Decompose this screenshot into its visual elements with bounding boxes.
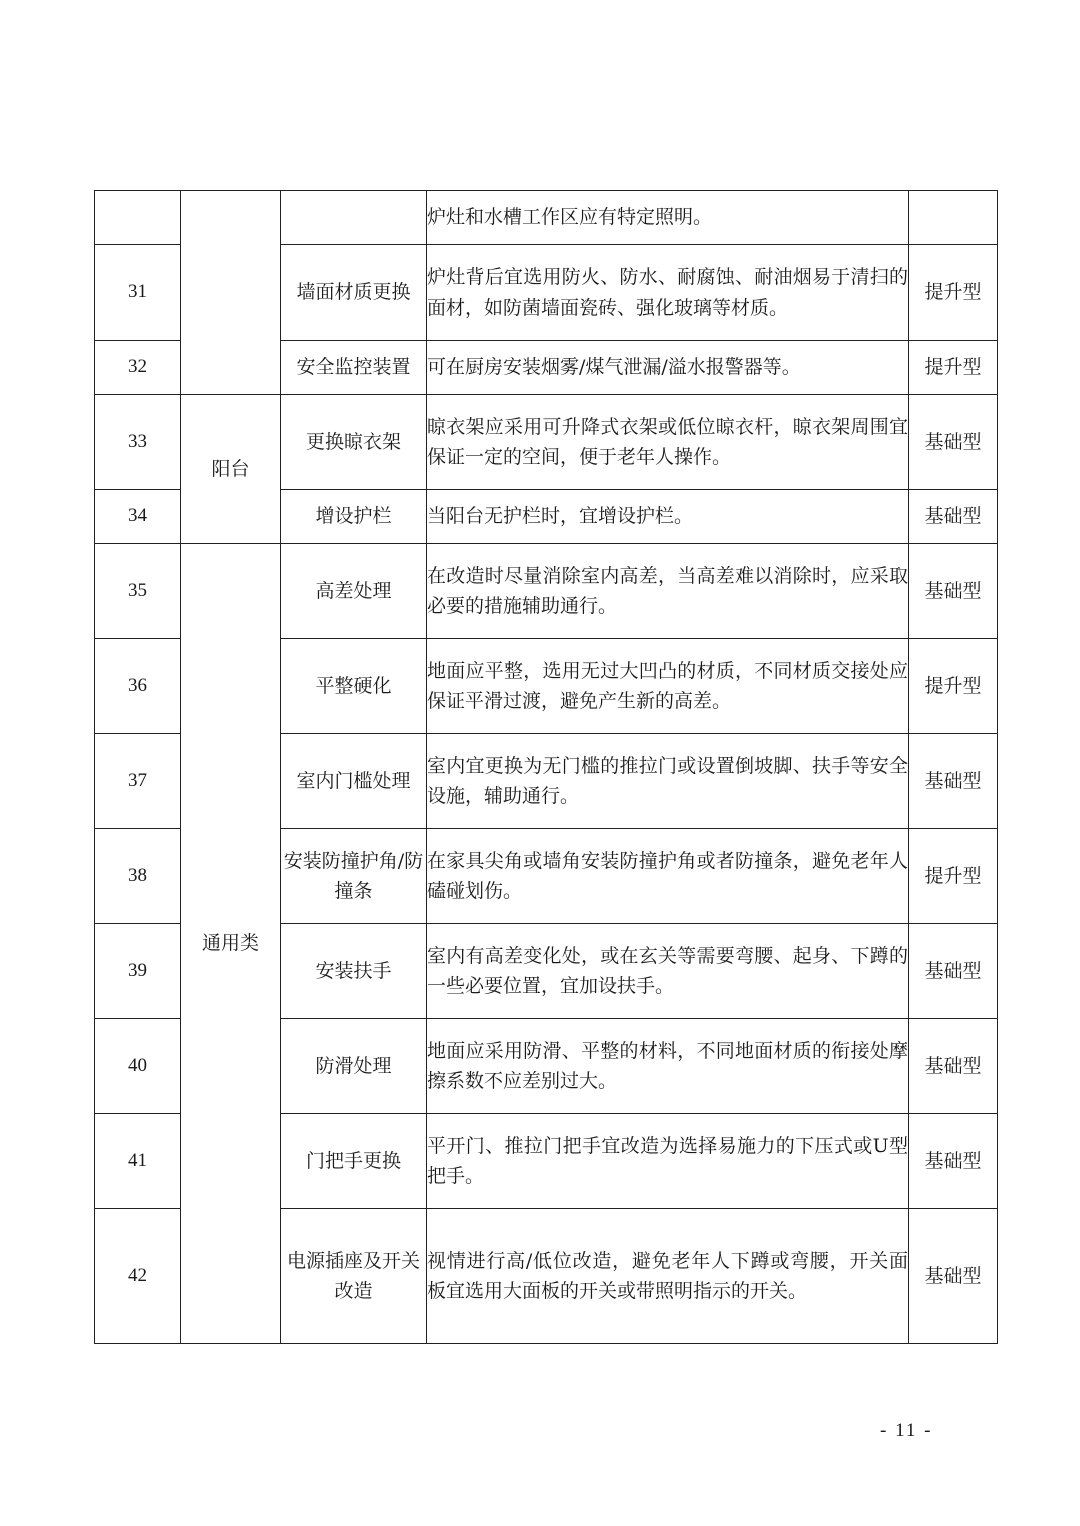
row-number: 32 <box>95 341 181 395</box>
item-name: 门把手更换 <box>281 1114 427 1209</box>
row-number: 40 <box>95 1019 181 1114</box>
item-name: 安装扶手 <box>281 924 427 1019</box>
item-description: 室内宜更换为无门槛的推拉门或设置倒坡脚、扶手等安全设施，辅助通行。 <box>427 734 909 829</box>
item-type: 提升型 <box>909 341 998 395</box>
item-name: 室内门槛处理 <box>281 734 427 829</box>
item-type <box>909 191 998 245</box>
item-name: 安装防撞护角/防撞条 <box>281 829 427 924</box>
item-name: 防滑处理 <box>281 1019 427 1114</box>
row-number: 34 <box>95 490 181 544</box>
row-number: 31 <box>95 245 181 341</box>
category-general: 通用类 <box>181 544 281 1344</box>
category-balcony: 阳台 <box>181 395 281 544</box>
row-number <box>95 191 181 245</box>
item-description: 炉灶背后宜选用防火、防水、耐腐蚀、耐油烟易于清扫的面材，如防菌墙面瓷砖、强化玻璃等材质。 <box>427 245 909 341</box>
item-type: 基础型 <box>909 1209 998 1344</box>
row-number: 35 <box>95 544 181 639</box>
item-name: 电源插座及开关改造 <box>281 1209 427 1344</box>
row-number: 37 <box>95 734 181 829</box>
row-number: 38 <box>95 829 181 924</box>
item-type: 基础型 <box>909 544 998 639</box>
table-row <box>95 395 998 490</box>
table-row <box>95 191 998 245</box>
item-type: 基础型 <box>909 1114 998 1209</box>
item-description: 室内有高差变化处，或在玄关等需要弯腰、起身、下蹲的一些必要位置，宜加设扶手。 <box>427 924 909 1019</box>
item-description: 晾衣架应采用可升降式衣架或低位晾衣杆，晾衣架周围宜保证一定的空间，便于老年人操作。 <box>427 395 909 490</box>
table-row <box>95 544 998 639</box>
item-type: 基础型 <box>909 734 998 829</box>
row-number: 39 <box>95 924 181 1019</box>
item-name: 墙面材质更换 <box>281 245 427 341</box>
row-number: 42 <box>95 1209 181 1344</box>
category-cell <box>181 191 281 395</box>
row-number: 36 <box>95 639 181 734</box>
item-name: 平整硬化 <box>281 639 427 734</box>
item-description: 视情进行高/低位改造，避免老年人下蹲或弯腰，开关面板宜选用大面板的开关或带照明指示的开关。 <box>427 1209 909 1344</box>
item-name: 安全监控装置 <box>281 341 427 395</box>
item-description: 在改造时尽量消除室内高差，当高差难以消除时，应采取必要的措施辅助通行。 <box>427 544 909 639</box>
renovation-spec-table <box>94 190 998 1344</box>
item-description: 平开门、推拉门把手宜改造为选择易施力的下压式或U型把手。 <box>427 1114 909 1209</box>
item-type: 基础型 <box>909 395 998 490</box>
item-type: 提升型 <box>909 639 998 734</box>
item-description: 可在厨房安装烟雾/煤气泄漏/溢水报警器等。 <box>427 341 909 395</box>
item-type: 基础型 <box>909 924 998 1019</box>
item-description: 在家具尖角或墙角安装防撞护角或者防撞条，避免老年人磕碰划伤。 <box>427 829 909 924</box>
item-type: 基础型 <box>909 1019 998 1114</box>
item-name: 更换晾衣架 <box>281 395 427 490</box>
item-name: 增设护栏 <box>281 490 427 544</box>
item-description: 地面应采用防滑、平整的材料，不同地面材质的衔接处摩擦系数不应差别过大。 <box>427 1019 909 1114</box>
item-description: 当阳台无护栏时，宜增设护栏。 <box>427 490 909 544</box>
page-number: - 11 - <box>880 1420 933 1441</box>
item-name <box>281 191 427 245</box>
row-number: 33 <box>95 395 181 490</box>
item-description: 地面应平整，选用无过大凹凸的材质，不同材质交接处应保证平滑过渡，避免产生新的高差。 <box>427 639 909 734</box>
item-name: 高差处理 <box>281 544 427 639</box>
item-type: 提升型 <box>909 245 998 341</box>
row-number: 41 <box>95 1114 181 1209</box>
item-type: 基础型 <box>909 490 998 544</box>
item-type: 提升型 <box>909 829 998 924</box>
item-description: 炉灶和水槽工作区应有特定照明。 <box>427 191 909 245</box>
